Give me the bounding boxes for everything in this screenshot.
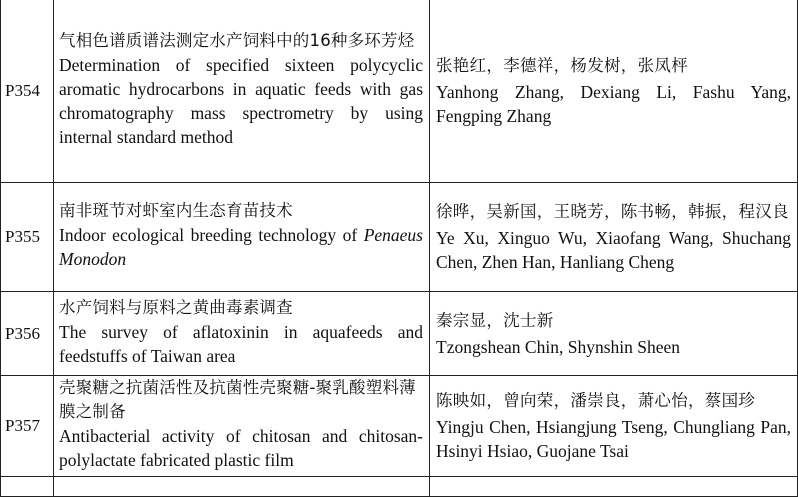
authors-chinese: 徐晔，吴新国，王晓芳，陈书畅，韩振，程汉良 [436,202,789,221]
table-row [1,0,798,183]
species-name: Penaeus Monodon [59,225,423,269]
entry-code: P356 [1,292,54,376]
table-row-partial [1,477,798,497]
title-chinese: 气相色谱质谱法测定水产饲料中的16种多环芳烃 [59,30,415,50]
authors-cell [430,292,798,376]
title-english [59,223,423,271]
title-chinese: 水产饲料与原料之黄曲毒素调查 [59,297,293,317]
title-cell [54,0,430,183]
authors-english: Tzongshean Chin, Shynshin Sheen [436,336,681,357]
entry-code: P354 [1,0,54,183]
title-english: Determination of specified sixteen polycyclic aromatic hydrocarbons in aquatic feeds with gas chromatography mass spectrometry by using internal standard method [59,54,423,147]
table-row [1,292,798,376]
authors-cell [430,183,798,292]
title-cell [54,292,430,376]
authors-chinese: 陈映如，曾向荣，潘崇良，萧心怡，蔡国珍 [436,391,756,410]
title-english-plain: Indoor ecological breeding technology of [59,225,364,245]
entry-code: P357 [1,376,54,477]
authors-cell [430,376,798,477]
title-chinese: 壳聚糖之抗菌活性及抗菌性壳聚糖-聚乳酸塑料薄膜之制备 [59,378,416,421]
authors-chinese: 秦宗显，沈士新 [436,310,554,330]
table-row [1,183,798,292]
title-cell [54,376,430,477]
title-english: The survey of aflatoxinin in aquafeeds and feedstuffs of Taiwan area [59,321,423,366]
authors-chinese: 张艳红，李德祥，杨发树，张凤枰 [436,55,688,75]
authors-english: Ye Xu, Xinguo Wu, Xiaofang Wang, Shuchang Chen, Zhen Han, Hanliang Cheng [436,228,791,272]
title-chinese: 南非斑节对虾室内生态育苗技术 [59,201,293,220]
authors-english: Yanhong Zhang, Dexiang Li, Fashu Yang, Fengping Zhang [436,81,791,126]
authors-english: Yingju Chen, Hsiangjung Tseng, Chungliang Pan, Hsinyi Hsiao, Guojane Tsai [436,417,791,461]
authors-cell [430,0,798,183]
title-cell [54,183,430,292]
table-row [1,376,798,477]
entry-code: P355 [1,183,54,292]
title-english: Antibacterial activity of chitosan and chitosan-polylactate fabricated plastic film [59,426,423,470]
